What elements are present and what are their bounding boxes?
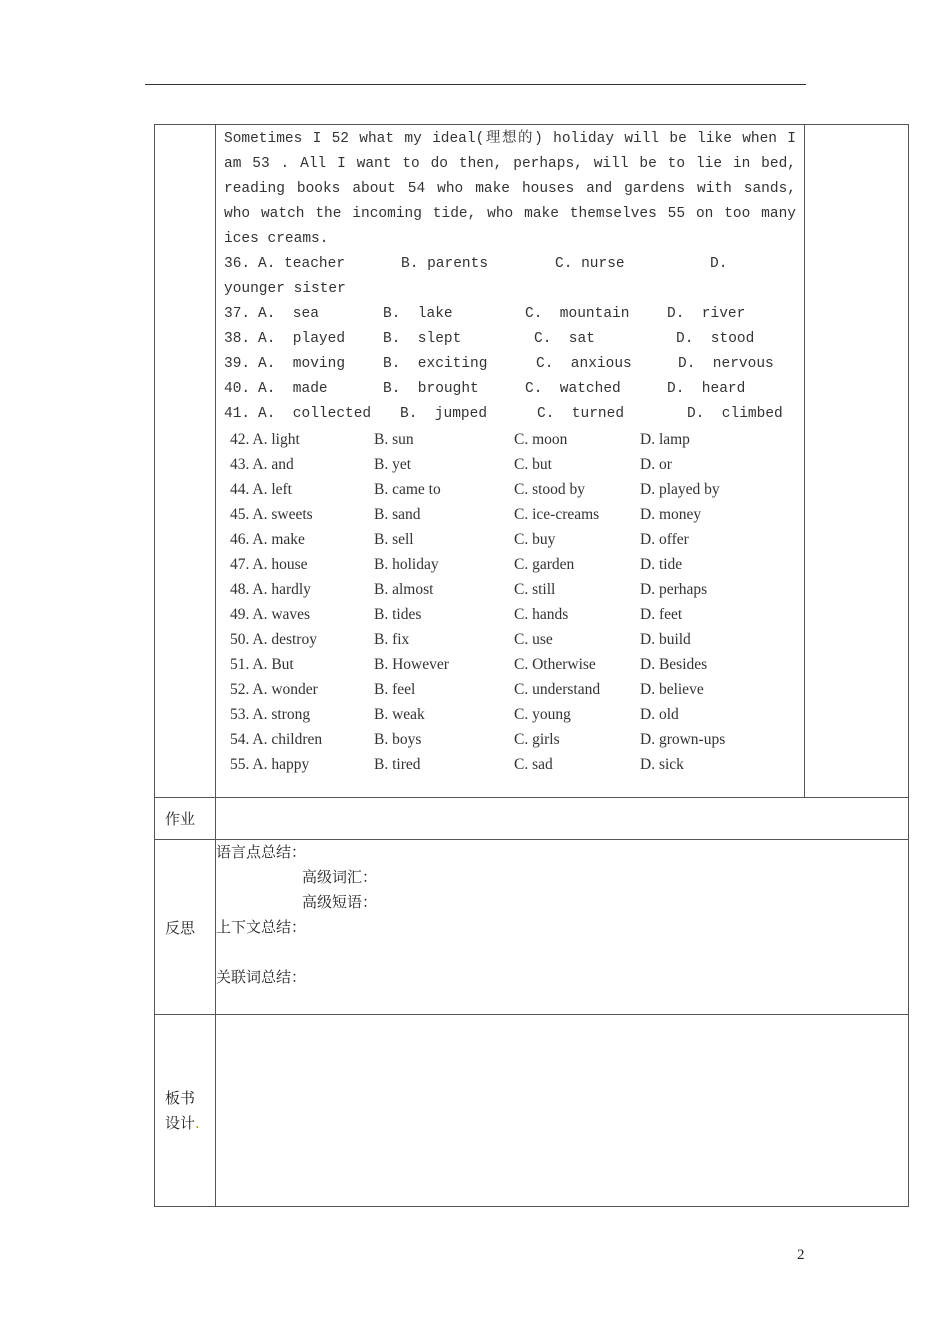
header-rule [145, 84, 806, 85]
exercise-notes-cell [805, 125, 909, 798]
option-a: 55. A. happy [230, 756, 310, 773]
question-row-52 [230, 677, 804, 702]
question-row-41 [224, 402, 796, 427]
option-a: 50. A. destroy [230, 631, 317, 648]
option-b: B. However [374, 656, 449, 673]
option-d: D. or [640, 456, 672, 473]
option-d: D. climbed [687, 406, 783, 422]
option-d: D. river [667, 306, 746, 322]
option-b: B. boys [374, 731, 422, 748]
option-b: B. tired [374, 756, 421, 773]
question-row-48 [230, 577, 804, 602]
reflection-content-cell [216, 840, 909, 1015]
option-b: B. holiday [374, 556, 439, 573]
option-b: B. weak [374, 706, 425, 723]
question-row-43 [230, 452, 804, 477]
option-c: C. buy [514, 531, 556, 548]
board-design-label [155, 1015, 216, 1207]
option-a: A. collected [258, 406, 372, 422]
question-row-39 [224, 352, 796, 377]
option-d: D. believe [640, 681, 704, 698]
option-c: C. sat [534, 331, 595, 347]
option-c: C. use [514, 631, 553, 648]
question-row-55 [230, 752, 804, 777]
serif-options [216, 427, 804, 777]
option-d: D. grown-ups [640, 731, 726, 748]
option-d: D. nervous [678, 356, 774, 372]
option-a: 48. A. hardly [230, 581, 311, 598]
option-a: 46. A. make [230, 531, 305, 548]
option-c: C. stood by [514, 481, 586, 498]
question-row-51 [230, 652, 804, 677]
option-b: B. tides [374, 606, 422, 623]
question-row-37 [224, 302, 796, 327]
option-a: A. sea [258, 306, 319, 322]
option-b: B. slept [383, 331, 462, 347]
connectives-summary: 关联词总结： [216, 968, 307, 986]
option-d: D. tide [640, 556, 683, 573]
question-row-54 [230, 727, 804, 752]
question-number: 38. [224, 331, 251, 347]
board-design-content-cell [216, 1015, 909, 1207]
question-row-38 [224, 327, 796, 352]
option-a: A. moving [258, 356, 346, 372]
homework-label: 作业 [155, 798, 216, 840]
option-b: B. jumped [400, 406, 488, 422]
exercise-content-cell [216, 125, 805, 798]
option-a: A. teacher [258, 256, 346, 272]
option-c: C. but [514, 456, 552, 473]
homework-row [155, 798, 909, 840]
page-number: 2 [797, 1247, 805, 1263]
option-d: D. stood [676, 331, 755, 347]
option-d: D. old [640, 706, 679, 723]
question-row-49 [230, 602, 804, 627]
question-row-46 [230, 527, 804, 552]
option-c: C. understand [514, 681, 601, 698]
homework-content-cell [216, 798, 909, 840]
board-design-label-line2: 设计 [165, 1113, 196, 1132]
question-number: 37. [224, 306, 251, 322]
question-row-42 [230, 427, 804, 452]
option-a: 49. A. waves [230, 606, 311, 623]
option-b: B. brought [383, 381, 479, 397]
stray-dot: . [195, 1113, 200, 1132]
advanced-phrases: 高级短语： [302, 893, 378, 911]
exercise-label-cell [155, 125, 216, 798]
question-row-47 [230, 552, 804, 577]
option-a: 51. A. But [230, 656, 294, 673]
option-c: C. moon [514, 431, 568, 448]
option-b: B. fix [374, 631, 410, 648]
exercise-row [155, 125, 909, 798]
language-points-summary: 语言点总结： [216, 843, 307, 861]
option-c: C. nurse [555, 256, 625, 272]
option-a: 44. A. left [230, 481, 292, 498]
option-d: D. money [640, 506, 702, 523]
advanced-vocabulary: 高级词汇： [302, 868, 378, 886]
option-b: B. exciting [383, 356, 488, 372]
option-a: 52. A. wonder [230, 681, 318, 698]
question-row-44 [230, 477, 804, 502]
option-b: B. feel [374, 681, 416, 698]
option-a: 43. A. and [230, 456, 294, 473]
question-row-45 [230, 502, 804, 527]
option-c: C. girls [514, 731, 560, 748]
option-a: 42. A. light [230, 431, 300, 448]
question-number: 40. [224, 381, 251, 397]
context-summary: 上下文总结： [216, 918, 307, 936]
question-row-36 [224, 252, 796, 302]
option-c: C. young [514, 706, 571, 723]
option-b: B. yet [374, 456, 412, 473]
option-d: D. feet [640, 606, 683, 623]
option-a: A. played [258, 331, 346, 347]
question-row-50 [230, 627, 804, 652]
mono-options [216, 252, 804, 427]
option-c: C. Otherwise [514, 656, 596, 673]
option-d: D. played by [640, 481, 720, 498]
option-b: B. came to [374, 481, 441, 498]
option-c: C. ice-creams [514, 506, 600, 523]
option-c: C. turned [537, 406, 625, 422]
option-c: C. anxious [536, 356, 632, 372]
option-b: B. parents [401, 256, 489, 272]
question-row-40 [224, 377, 796, 402]
option-d: D. heard [667, 381, 746, 397]
option-b: B. sell [374, 531, 414, 548]
option-b: B. sun [374, 431, 414, 448]
lesson-table [154, 124, 909, 1207]
question-number: 41. [224, 406, 251, 422]
option-d: D. build [640, 631, 691, 648]
option-c: C. hands [514, 606, 569, 623]
option-c: C. mountain [525, 306, 630, 322]
reflection-label: 反思 [155, 840, 216, 1015]
board-design-label-line1: 板书 [165, 1088, 196, 1107]
option-c: C. garden [514, 556, 575, 573]
option-b: B. almost [374, 581, 434, 598]
option-c: C. still [514, 581, 556, 598]
option-d: D. lamp [640, 431, 690, 448]
reflection-row [155, 840, 909, 1015]
option-d: D. perhaps [640, 581, 708, 598]
question-number: 39. [224, 356, 251, 372]
option-d: D. Besides [640, 656, 708, 673]
option-d: D. offer [640, 531, 689, 548]
board-design-row [155, 1015, 909, 1207]
option-c: C. watched [525, 381, 621, 397]
option-c: C. sad [514, 756, 553, 773]
option-a: 45. A. sweets [230, 506, 313, 523]
option-d: D. sick [640, 756, 684, 773]
option-b: B. lake [383, 306, 453, 322]
option-d: D. younger sister [224, 256, 728, 297]
question-row-53 [230, 702, 804, 727]
option-a: 47. A. house [230, 556, 308, 573]
passage-text: Sometimes I 52 what my ideal(理想的) holiday will be like when I am 53 . All I want to do then, perhaps, will be to lie in bed, reading books about 54 who make houses and gardens with sands, who watch the incoming tide, who make themselves 55 on too many ices creams. [224, 131, 796, 247]
option-b: B. sand [374, 506, 421, 523]
option-a: 53. A. strong [230, 706, 311, 723]
option-a: 54. A. children [230, 731, 323, 748]
question-number: 36. [224, 256, 251, 272]
option-a: A. made [258, 381, 328, 397]
